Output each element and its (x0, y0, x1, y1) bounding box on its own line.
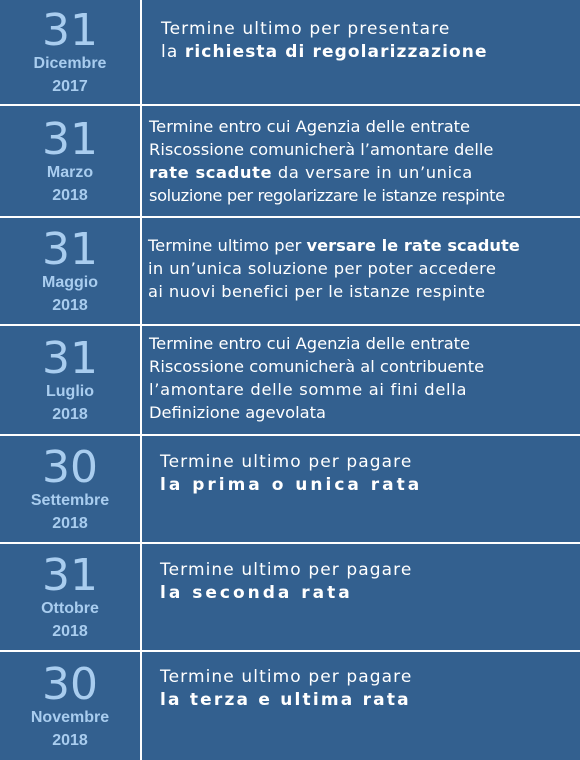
deadline-row (0, 326, 580, 434)
deadline-day: 30 (42, 441, 98, 493)
deadline-month: Marzo (46, 163, 94, 181)
deadline-month: Maggio (42, 273, 98, 291)
description-text: Termine ultimo per (148, 235, 307, 255)
description-line (149, 332, 580, 355)
date-cell (0, 218, 140, 324)
description-text: Termine ultimo per pagare (160, 667, 413, 687)
deadline-month: Settembre (30, 491, 110, 509)
description-line (161, 41, 580, 64)
deadline-month: Dicembre (33, 54, 107, 72)
description-cell (142, 436, 580, 542)
description-cell (142, 0, 580, 104)
description-line (148, 257, 580, 280)
deadline-row (0, 218, 580, 324)
date-cell (0, 106, 140, 216)
description-line (160, 666, 580, 689)
description-text: ai nuovi benefici per le istanze respinte (148, 281, 486, 301)
description-line (160, 474, 580, 497)
description-cell (142, 544, 580, 650)
description-text: l’amontare delle somme ai fini della (149, 380, 468, 399)
deadline-year: 2018 (52, 731, 88, 749)
deadline-year: 2018 (52, 186, 88, 204)
description-text: in un’unica soluzione per poter accedere (148, 258, 497, 278)
deadline-year: 2018 (52, 514, 88, 532)
description-text: la (161, 42, 185, 62)
description-text: Termine ultimo per presentare (161, 19, 451, 39)
deadline-year: 2018 (52, 622, 88, 640)
description-line (148, 234, 580, 257)
description-highlight: la seconda rata (160, 583, 353, 603)
description-cell (142, 106, 580, 216)
description-cell (142, 652, 580, 760)
description-cell (142, 326, 580, 434)
description-line (161, 18, 580, 41)
description-cell (142, 218, 580, 324)
description-line (149, 378, 580, 401)
description-line (160, 582, 580, 605)
description-text: Termine entro cui Agenzia delle entrate (149, 117, 471, 136)
description-line (160, 559, 580, 582)
deadline-row (0, 652, 580, 760)
deadline-row (0, 436, 580, 542)
description-text: Termine ultimo per pagare (160, 560, 413, 580)
deadline-day: 31 (42, 332, 98, 384)
deadline-month: Luglio (46, 382, 94, 400)
description-line (149, 138, 580, 161)
deadline-row (0, 106, 580, 216)
date-cell (0, 436, 140, 542)
deadline-day: 31 (42, 549, 98, 601)
description-line (148, 280, 580, 303)
deadline-row (0, 0, 580, 104)
description-text: soluzione per regolarizzare le istanze respinte (149, 186, 505, 205)
deadline-day: 30 (42, 658, 98, 710)
description-text: Termine entro cui Agenzia delle entrate (149, 334, 471, 353)
date-cell (0, 0, 140, 104)
description-text: Riscossione comunicherà al contribuente (149, 357, 485, 376)
description-line (149, 184, 580, 207)
description-highlight: versare le rate scadute (306, 235, 520, 255)
date-cell (0, 544, 140, 650)
description-highlight: la terza e ultima rata (160, 690, 411, 710)
description-text: da versare in un’unica (272, 163, 473, 182)
date-cell (0, 326, 140, 434)
description-line (149, 161, 580, 184)
deadline-month: Ottobre (41, 599, 99, 617)
deadline-day: 31 (42, 113, 98, 165)
deadline-row (0, 544, 580, 650)
description-highlight: rate scadute (149, 163, 273, 182)
date-cell (0, 652, 140, 760)
deadline-year: 2018 (52, 405, 88, 423)
description-text: Riscossione comunicherà l’amontare delle (149, 140, 494, 159)
description-line (149, 115, 580, 138)
description-line (160, 451, 580, 474)
description-highlight: la prima o unica rata (160, 475, 423, 495)
description-text: Termine ultimo per pagare (160, 452, 413, 472)
description-text: Definizione agevolata (149, 403, 326, 422)
description-line (149, 401, 580, 424)
deadline-year: 2018 (52, 296, 88, 314)
deadline-day: 31 (42, 223, 98, 275)
deadline-month: Novembre (30, 708, 110, 726)
description-line (160, 689, 580, 712)
description-line (149, 355, 580, 378)
description-highlight: richiesta di regolarizzazione (184, 42, 488, 62)
deadline-day: 31 (42, 4, 98, 56)
deadline-year: 2017 (52, 77, 88, 95)
